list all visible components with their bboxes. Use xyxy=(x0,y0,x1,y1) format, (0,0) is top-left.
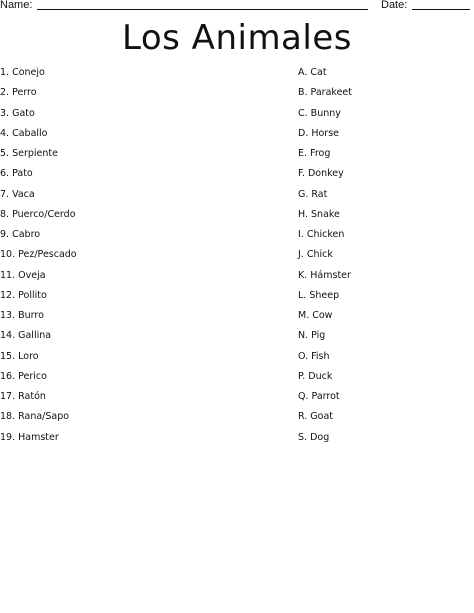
english-choice-item: F. Donkey xyxy=(298,168,344,180)
english-choice-item: O. Fish xyxy=(298,350,330,362)
spanish-term-item: 7. Vaca xyxy=(0,188,35,200)
english-choice-item: P. Duck xyxy=(298,370,333,382)
english-choice-item: R. Goat xyxy=(298,411,334,423)
spanish-term-item: 2. Perro xyxy=(0,87,37,99)
english-choice-item: A. Cat xyxy=(298,67,327,78)
english-choice-item: N. Pig xyxy=(298,330,326,342)
spanish-term-item: 9. Cabro xyxy=(0,229,41,240)
spanish-term-item: 15. Loro xyxy=(0,350,39,362)
date-label: Date: xyxy=(381,0,408,11)
spanish-term-item: 4. Caballo xyxy=(0,127,48,139)
worksheet-header xyxy=(0,0,474,14)
spanish-term-item: 11. Oveja xyxy=(0,269,46,281)
spanish-term-item: 17. Ratón xyxy=(0,391,46,402)
spanish-terms-column xyxy=(0,63,230,448)
spanish-term-item: 12. Pollito xyxy=(0,289,47,301)
english-choice-item: B. Parakeet xyxy=(298,87,352,99)
english-choice-item: G. Rat xyxy=(298,188,328,200)
spanish-term-item: 16. Perico xyxy=(0,370,47,382)
spanish-term-item: 19. Hamster xyxy=(0,431,59,443)
worksheet-title: Los Animales xyxy=(122,18,352,58)
spanish-term-item: 5. Serpiente xyxy=(0,148,58,159)
english-choices-column xyxy=(298,63,468,448)
spanish-term-item: 14. Gallina xyxy=(0,330,52,342)
english-choice-item: I. Chicken xyxy=(298,229,345,240)
english-choice-item: L. Sheep xyxy=(298,289,340,301)
date-blank-line xyxy=(412,9,470,10)
english-choice-item: H. Snake xyxy=(298,208,340,220)
spanish-term-item: 3. Gato xyxy=(0,107,35,119)
english-choice-item: S. Dog xyxy=(298,431,330,443)
english-choice-item: K. Hámster xyxy=(298,269,351,281)
spanish-term-item: 10. Pez/Pescado xyxy=(0,249,77,261)
spanish-term-item: 13. Burro xyxy=(0,310,44,321)
english-choice-item: M. Cow xyxy=(298,310,333,321)
english-choice-item: C. Bunny xyxy=(298,107,341,119)
spanish-term-item: 1. Conejo xyxy=(0,67,45,78)
english-choice-item: J. Chick xyxy=(298,249,333,261)
english-choice-item: Q. Parrot xyxy=(298,391,340,402)
spanish-term-item: 8. Puerco/Cerdo xyxy=(0,208,76,220)
name-blank-line xyxy=(37,9,368,10)
spanish-term-item: 6. Pato xyxy=(0,168,33,180)
english-choice-item: E. Frog xyxy=(298,148,331,159)
spanish-term-item: 18. Rana/Sapo xyxy=(0,411,70,423)
name-label: Name: xyxy=(0,0,33,11)
english-choice-item: D. Horse xyxy=(298,127,340,139)
